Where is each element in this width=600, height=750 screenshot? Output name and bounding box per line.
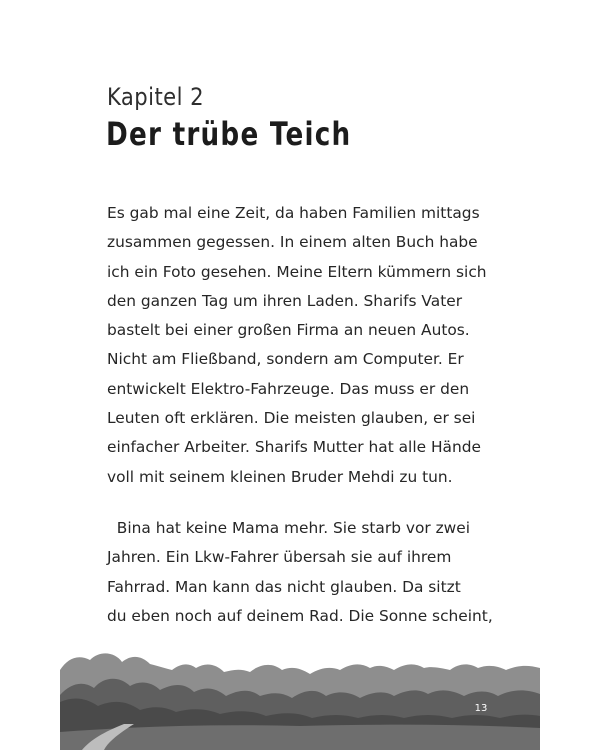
text-line: Bina hat keine Mama mehr. Sie starb vor zwei: [107, 519, 471, 537]
text-line: Es gab mal eine Zeit, da haben Familien mittags: [107, 204, 480, 222]
page-number: 13: [474, 703, 488, 714]
text-line: zusammen gegessen. In einem alten Buch habe: [107, 233, 478, 252]
text-line: den ganzen Tag um ihren Laden. Sharifs Vater: [107, 291, 463, 310]
landscape-illustration: [60, 640, 540, 750]
text-line: Jahren. Ein Lkw-Fahrer übersah sie auf ihrem: [107, 548, 452, 567]
text-line: entwickelt Elektro-Fahrzeuge. Das muss er den: [107, 379, 470, 398]
text-line: Leuten oft erklären. Die meisten glauben, er sei: [107, 409, 476, 428]
text-line: du eben noch auf deinem Rad. Die Sonne scheint,: [107, 606, 493, 625]
text-line: Fahrrad. Man kann das nicht glauben. Da sitzt: [107, 577, 461, 596]
text-line: bastelt bei einer großen Firma an neuen Autos.: [107, 321, 470, 340]
text-line: Nicht am Fließband, sondern am Computer. Er: [107, 350, 464, 369]
meadow-shape: [60, 725, 540, 750]
paragraph-2: [107, 514, 527, 631]
text-line: einfacher Arbeiter. Sharifs Mutter hat alle Hände: [107, 438, 481, 457]
paragraph-1: [107, 199, 527, 492]
text-line: ich ein Foto gesehen. Meine Eltern kümmern sich: [107, 262, 487, 281]
text-line: voll mit seinem kleinen Bruder Mehdi zu tun.: [107, 467, 453, 486]
chapter-title: Der trübe Teich: [106, 115, 352, 153]
chapter-label: Kapitel 2: [107, 83, 204, 111]
